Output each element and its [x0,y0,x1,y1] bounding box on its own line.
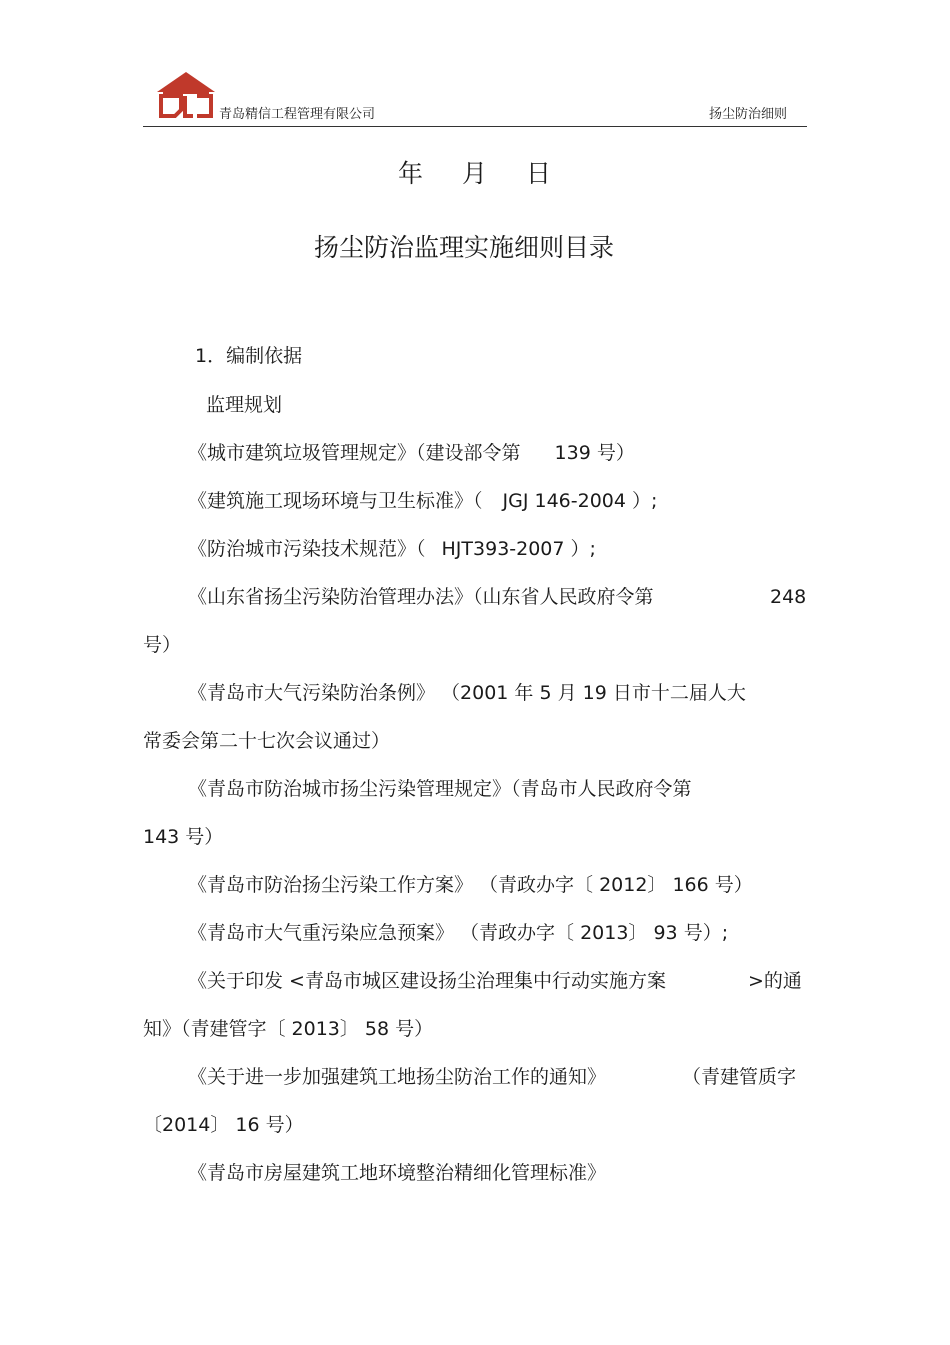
reference-line-7: 《青岛市防治扬尘污染工作方案》 （青政办字〔 2012〕 166 号） [188,874,753,896]
reference-2-number: JGJ 146-2004 ）; [502,490,658,512]
section-heading: 1．编制依据 [195,345,303,367]
reference-line-4 [188,584,654,610]
year-label: 年 [397,159,424,188]
reference-1-number: 139 号） [554,442,635,464]
reference-10-continued: 〔2014〕 16 号） [143,1114,304,1136]
reference-5-continued: 常委会第二十七次会议通过） [143,730,391,752]
section-subheading: 监理规划 [206,394,283,416]
reference-6-continued: 143 号） [143,826,224,848]
reference-1-text: 《城市建筑垃圾管理规定》（建设部令第 [188,442,521,464]
day-label: 日 [526,159,553,188]
reference-line-9: 《关于印发 <青岛市城区建设扬尘治理集中行动实施方案 [188,970,666,992]
reference-line-6: 《青岛市防治城市扬尘污染管理规定》（青岛市人民政府令第 [188,778,692,800]
header-divider [143,126,807,127]
page-header [143,68,807,128]
reference-9-continued: 知》（青建管字〔 2013〕 58 号） [143,1018,434,1040]
reference-4-continued: 号） [143,634,182,656]
month-label: 月 [461,159,488,188]
reference-line-10: 《关于进一步加强建筑工地扬尘防治工作的通知》 [188,1066,607,1088]
reference-line-11: 《青岛市房屋建筑工地环境整治精细化管理标准》 [188,1162,607,1184]
reference-10-tail: （青建管质字 [682,1066,797,1088]
reference-9-tail: >的通 [748,970,802,992]
company-name: 青岛精信工程管理有限公司 [219,107,376,122]
reference-line-3 [188,536,596,562]
reference-line-5: 《青岛市大气污染防治条例》 （2001 年 5 月 19 日市十二届人大 [188,682,746,704]
reference-4-number: 248 [770,586,807,608]
reference-3-number: HJT393-2007 ）; [441,538,596,560]
reference-line-2 [188,488,657,514]
reference-2-text: 《建筑施工现场环境与卫生标准》（ [188,490,483,512]
date-line [0,154,950,190]
reference-3-text: 《防治城市污染技术规范》（ [188,538,426,560]
reference-4-text: 《山东省扬尘污染防治管理办法》（山东省人民政府令第 [188,586,654,608]
company-logo-icon [155,70,217,120]
reference-line-1 [188,440,635,466]
reference-line-8: 《青岛市大气重污染应急预案》 （青政办字〔 2013〕 93 号）; [188,922,729,944]
document-title: 扬尘防治监理实施细则目录 [313,233,614,262]
document-tag: 扬尘防治细则 [708,107,787,122]
